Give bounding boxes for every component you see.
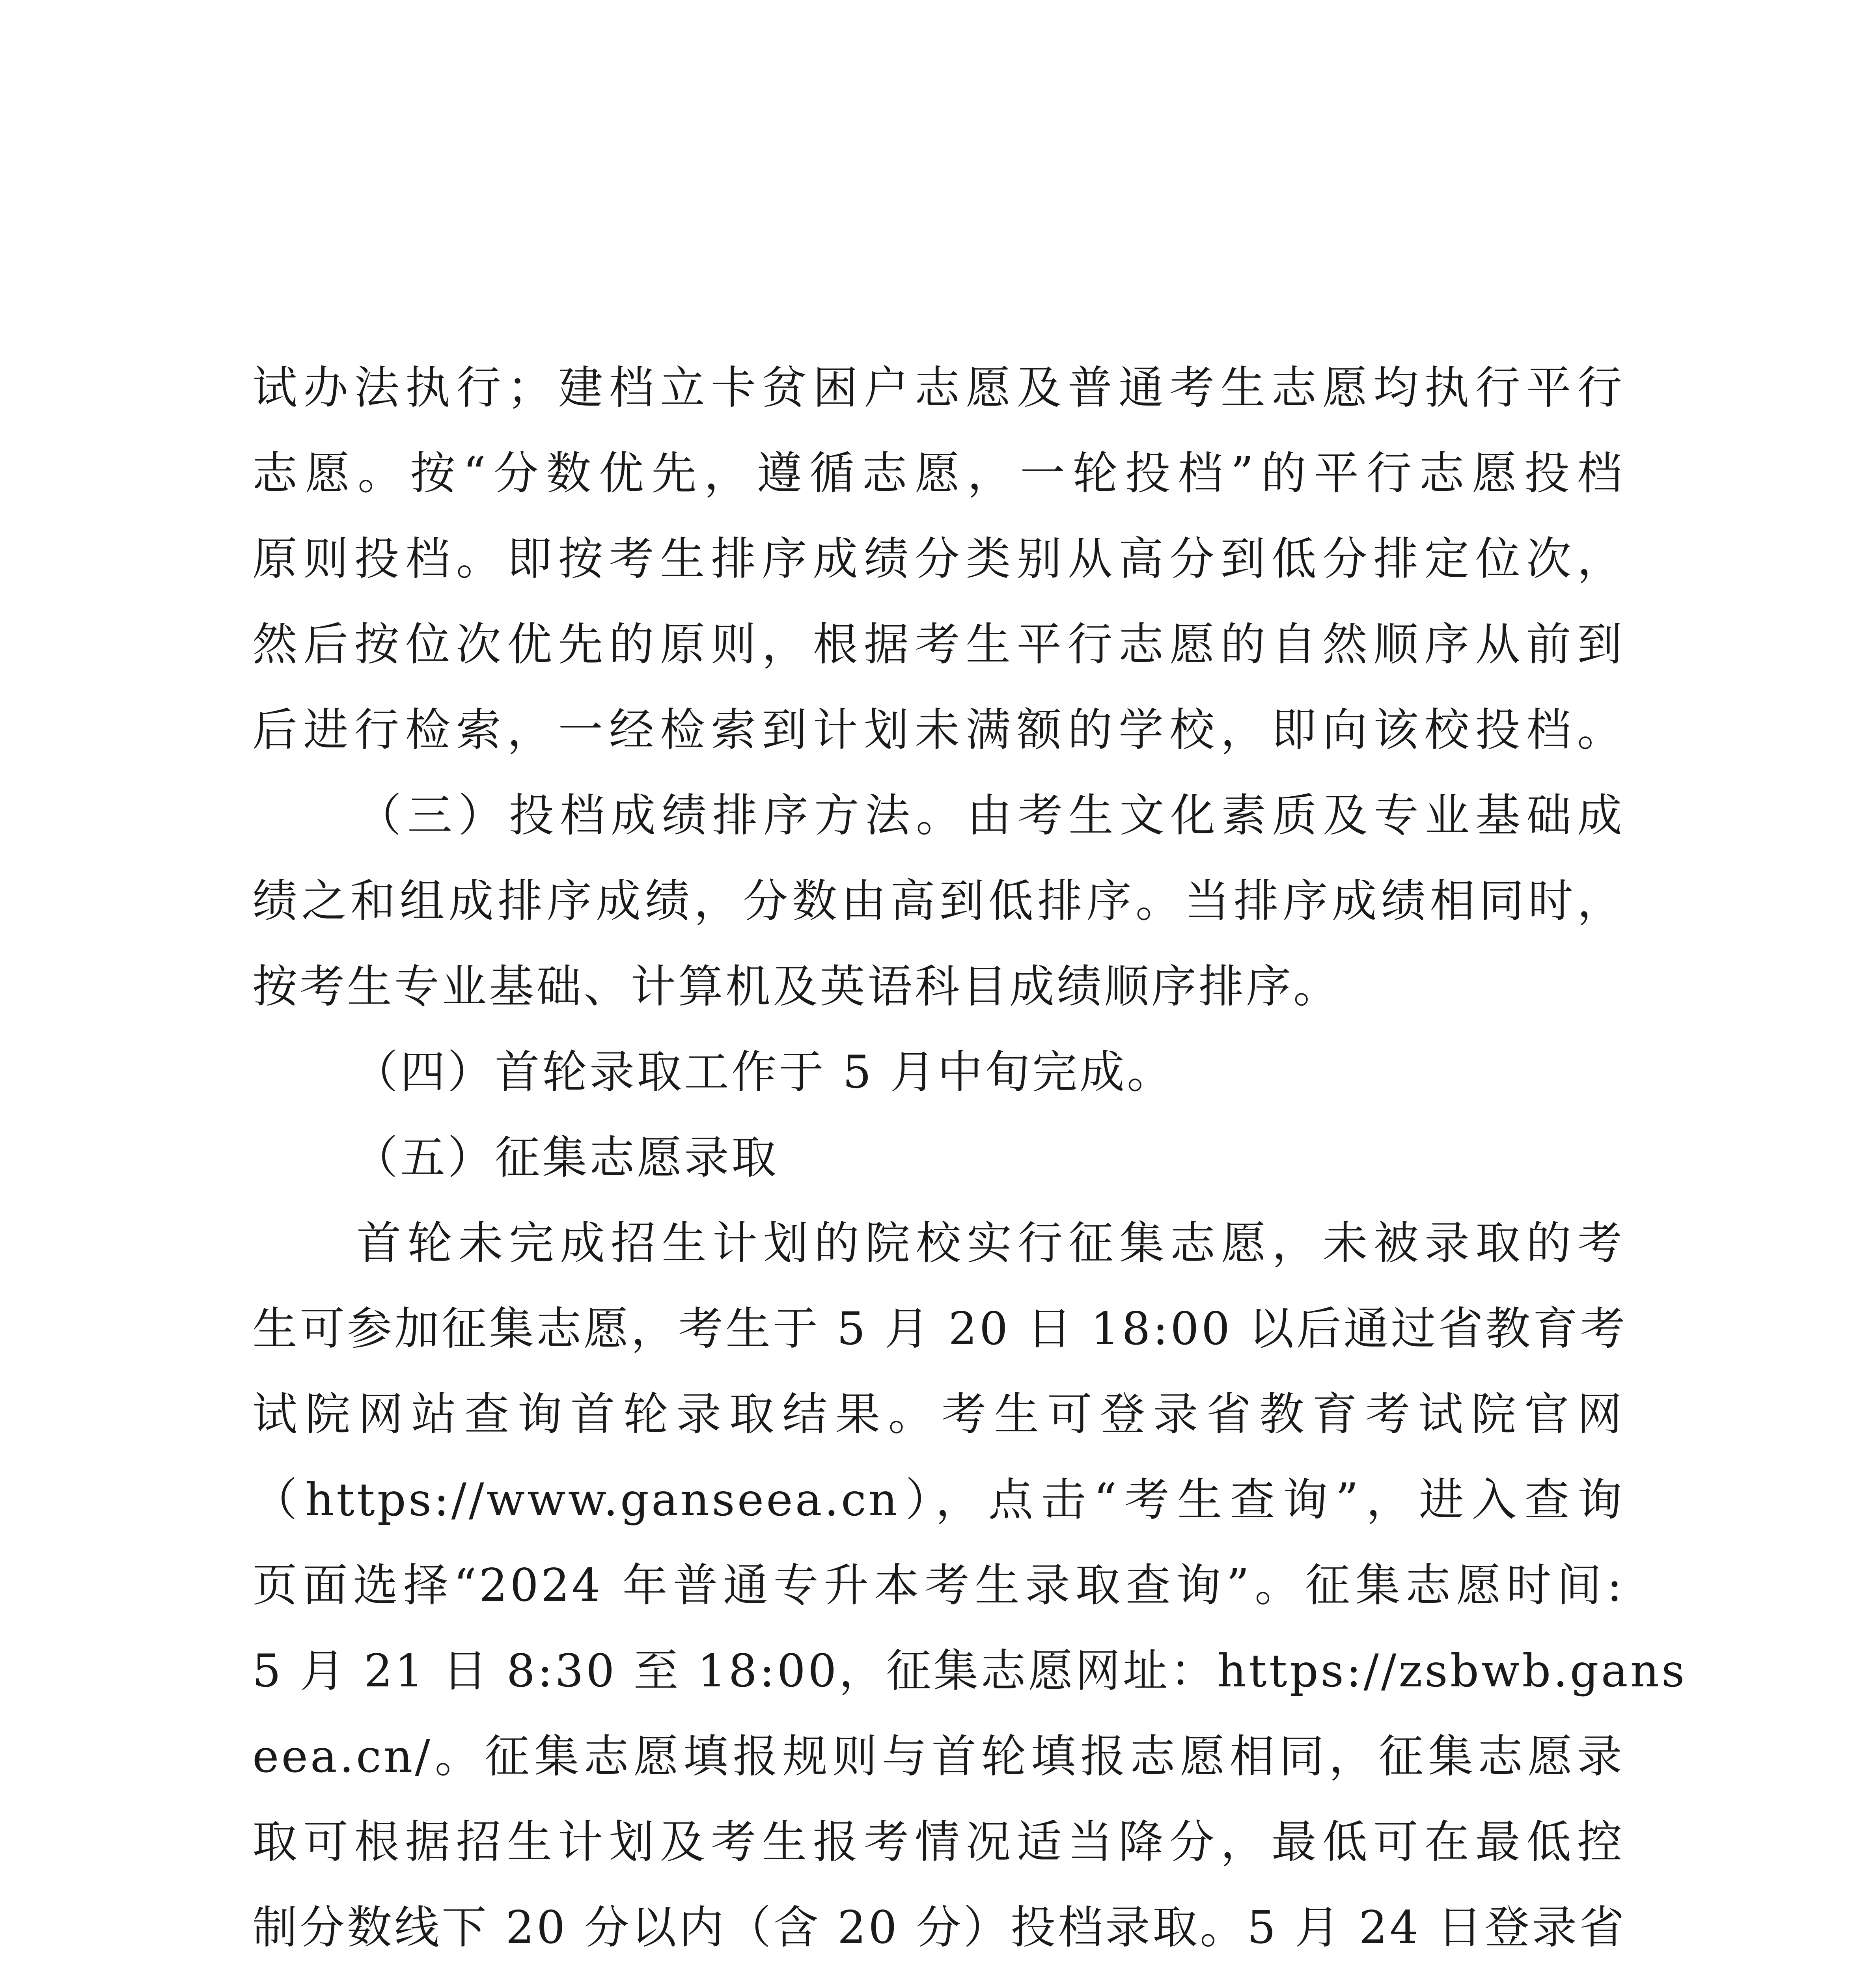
text-span: （四）首轮录取工作于 5 月中旬完成。: [353, 1046, 1175, 1098]
text-span: 首轮未完成招生计划的院校实行征集志愿，未被录取的考: [353, 1217, 1624, 1269]
text-line: 然后按位次优先的原则，根据考生平行志愿的自然顺序从前到: [252, 618, 1624, 671]
text-line: 制分数线下 20 分以内（含 20 分）投档录取。5 月 24 日登录省: [252, 1901, 1627, 1954]
section-4-line: [252, 1029, 1624, 1115]
text-line: 按考生专业基础、计算机及英语科目成绩顺序排序。: [252, 960, 1341, 1013]
text-span: （五）征集志愿录取: [353, 1131, 779, 1184]
document-body: [252, 345, 1687, 1971]
text-line: eea.cn/。征集志愿填报规则与首轮填报志愿相同，征集志愿录: [252, 1730, 1624, 1783]
section-3-heading-line: [252, 773, 1624, 858]
text-line: （https://www.ganseea.cn），点击“考生查询”，进入查询: [252, 1474, 1624, 1526]
text-line: 原则投档。即按考生排序成绩分类别从高分到低分排定位次，: [252, 533, 1624, 585]
text-line: 页面选择“2024 年普通专升本考生录取查询”。征集志愿时间:: [252, 1559, 1624, 1611]
text-line: 5 月 21 日 8:30 至 18:00，征集志愿网址：https://zsbwb.gans: [252, 1645, 1687, 1697]
text-line: 志愿。按“分数优先，遵循志愿，一轮投档”的平行志愿投档: [252, 447, 1624, 499]
paragraph-first-line: [252, 1200, 1624, 1286]
text-line: 绩之和组成排序成绩，分数由高到低排序。当排序成绩相同时，: [252, 875, 1624, 927]
text-span: （三）投档成绩排序方法。由考生文化素质及专业基础成: [353, 789, 1624, 842]
text-line: 生可参加征集志愿，考生于 5 月 20 日 18:00 以后通过省教育考: [252, 1302, 1628, 1355]
text-line: 后进行检索，一经检索到计划未满额的学校，即向该校投档。: [252, 704, 1624, 756]
text-line: 试办法执行；建档立卡贫困户志愿及普通考生志愿均执行平行: [252, 361, 1624, 414]
text-line: 试院网站查询首轮录取结果。考生可登录省教育考试院官网: [252, 1388, 1624, 1440]
text-line: 取可根据招生计划及考生报考情况适当降分，最低可在最低控: [252, 1816, 1624, 1868]
section-5-heading: [252, 1115, 1624, 1200]
